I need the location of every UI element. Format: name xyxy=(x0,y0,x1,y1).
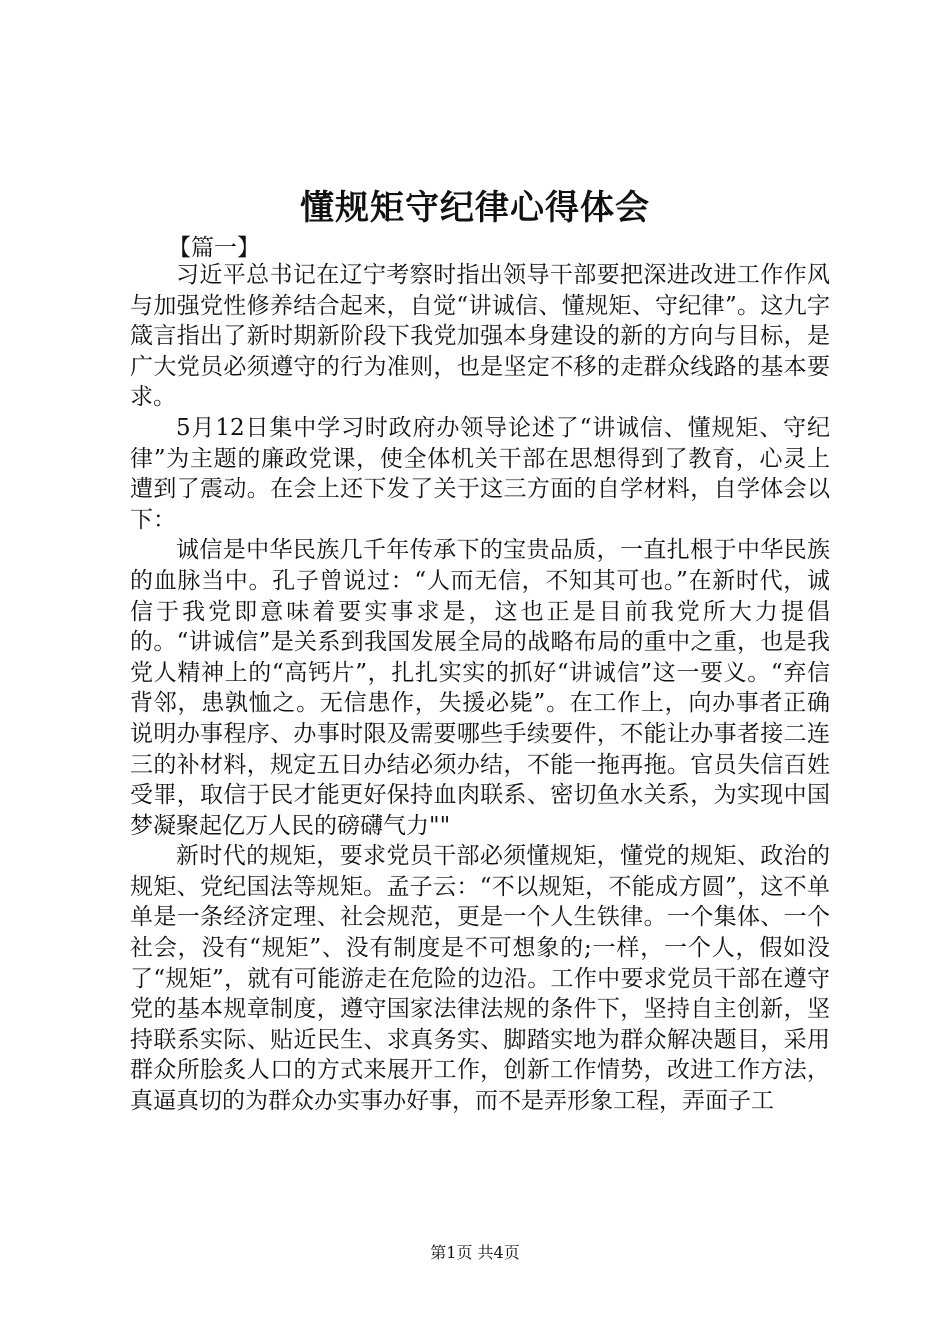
section-label: 【篇一】 xyxy=(168,235,260,261)
paragraph: 5月12日集中学习时政府办领导论述了“讲诚信、懂规矩、守纪律”为主题的廉政党课，使全体机关干部在思想得到了教育，心灵上遭到了震动。在会上还下发了关于这三方面的自学材料，自学体会以下： xyxy=(130,414,830,533)
document-title: 懂规矩守纪律心得体会 xyxy=(300,188,650,228)
paragraph: 诚信是中华民族几千年传承下的宝贵品质，一直扎根于中华民族的血脉当中。孔子曾说过：“人而无信，不知其可也。”在新时代，诚信于我党即意味着要实事求是，这也正是目前我党所大力提倡的。“讲诚信”是关系到我国发展全局的战略布局的重中之重，也是我党人精神上的“高钙片”，扎扎实实的抓好“讲诚信”这一要义。“弃信背邻，患孰恤之。无信患作，失援必毙”。在工作上，向办事者正确说明办事程序、办事时限及需要哪些手续要件，不能让办事者接二连三的补材料，规定五日办结必须办结，不能一拖再拖。官员失信百姓受罪，取信于民才能更好保持血肉联系、密切鱼水关系，为实现中国梦凝聚起亿万人民的磅礴气力"" xyxy=(130,537,830,839)
paragraph: 新时代的规矩，要求党员干部必须懂规矩，懂党的规矩、政治的规矩、党纪国法等规矩。孟子云：“不以规矩，不能成方圆”，这不单单是一条经济定理、社会规范，更是一个人生铁律。一个集体、一个社会，没有“规矩”、没有制度是不可想象的;一样，一个人，假如没了“规矩”，就有可能游走在危险的边沿。工作中要求党员干部在遵守党的基本规章制度，遵守国家法律法规的条件下，坚持自主创新，坚持联系实际、贴近民生、求真务实、脚踏实地为群众解决题目，采用群众所脍炙人口的方式来展开工作，创新工作情势，改进工作方法，真逼真切的为群众办实事办好事，而不是弄形象工程，弄面子工 xyxy=(130,843,830,1115)
paragraph: 习近平总书记在辽宁考察时指出领导干部要把深进改进工作作风与加强党性修养结合起来，自觉“讲诚信、懂规矩、守纪律”。这九字箴言指出了新时期新阶段下我党加强本身建设的新的方向与目标，是广大党员必须遵守的行为准则，也是坚定不移的走群众线路的基本要求。 xyxy=(130,262,830,411)
page-footer: 第1页 共4页 xyxy=(430,1243,520,1262)
document-body xyxy=(130,260,830,1117)
